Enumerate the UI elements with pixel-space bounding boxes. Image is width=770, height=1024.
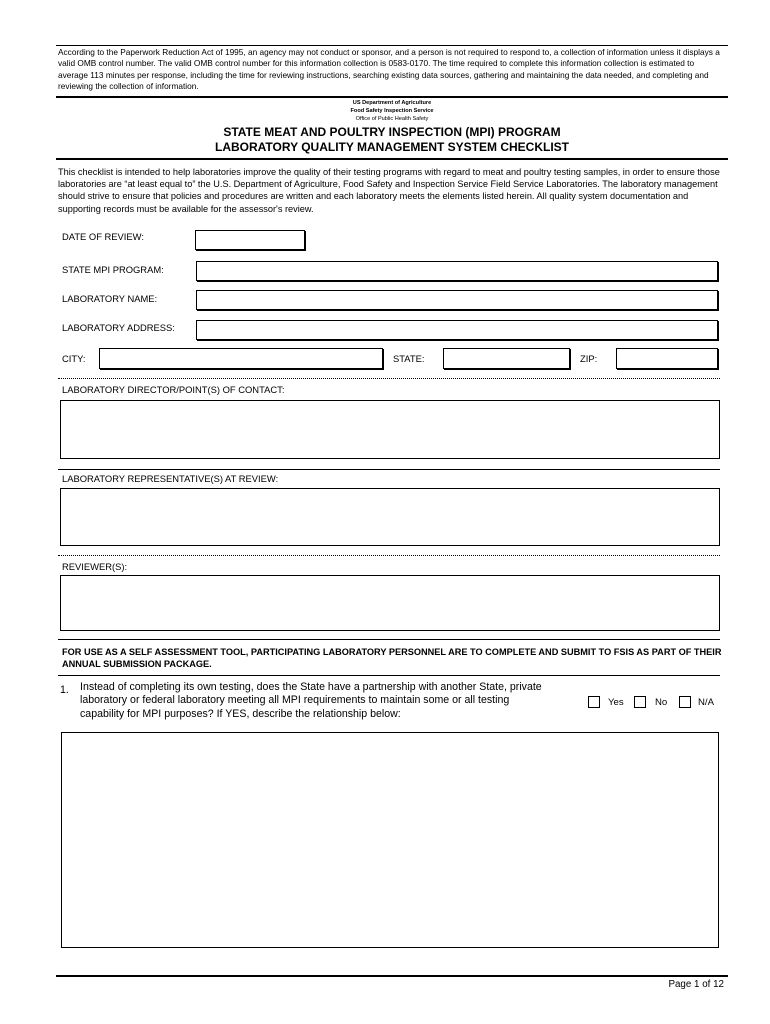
date-of-review-label: DATE OF REVIEW: [62, 231, 144, 242]
top-rule [56, 45, 728, 46]
director-divider [58, 378, 720, 379]
laboratory-address-field[interactable] [196, 320, 718, 340]
form-title-line1: STATE MEAT AND POULTRY INSPECTION (MPI) PROGRAM [223, 125, 561, 139]
self-assessment-note: FOR USE AS A SELF ASSESSMENT TOOL, PARTICIPATING LABORATORY PERSONNEL ARE TO COMPLETE AND SUBMIT TO FSIS AS PART OF THEIR ANNUAL SUBMISSION PACKAGE. [62, 647, 722, 670]
director-field[interactable] [60, 400, 720, 459]
no-option-label: No [655, 697, 668, 708]
note-divider [58, 639, 720, 640]
agency-service: Food Safety Inspection Service [350, 108, 434, 114]
form-title-line2: LABORATORY QUALITY MANAGEMENT SYSTEM CHECKLIST [214, 140, 569, 154]
na-option-label: N/A [698, 697, 714, 708]
page-number: Page 1 of 12 [668, 979, 724, 990]
reviewers-label: REVIEWER(S): [62, 561, 128, 572]
question-1-answer-field[interactable] [61, 732, 719, 948]
representatives-field[interactable] [60, 488, 720, 546]
reviewers-divider [58, 555, 720, 556]
paperwork-notice: According to the Paperwork Reduction Act of 1995, an agency may not conduct or sponsor, and a person is not required to respond to, a collection of information unless it displays a valid OMB control number. The valid OMB control number for this information collection is 0583-0170. The time required to complete this information collection is estimated to average 113 minutes per response, including the time for reviewing instructions, searching existing data sources, gathering and maintaining the data needed, and completing and reviewing the collection of information. [58, 47, 720, 91]
zip-label: ZIP: [580, 353, 598, 364]
footer-rule [56, 975, 728, 977]
laboratory-name-field[interactable] [196, 290, 718, 310]
city-label: CITY: [62, 353, 86, 364]
state-label: STATE: [393, 353, 425, 364]
title-divider [56, 158, 728, 160]
notice-divider [56, 96, 728, 98]
reviewers-field[interactable] [60, 575, 720, 631]
zip-field[interactable] [616, 348, 718, 369]
state-mpi-program-field[interactable] [196, 261, 718, 281]
yes-checkbox[interactable] [588, 696, 600, 708]
representatives-label: LABORATORY REPRESENTATIVE(S) AT REVIEW: [62, 473, 279, 484]
laboratory-address-label: LABORATORY ADDRESS: [62, 322, 175, 333]
no-checkbox[interactable] [634, 696, 646, 708]
director-label: LABORATORY DIRECTOR/POINT(S) OF CONTACT: [62, 384, 285, 395]
agency-office: Office of Public Health Safety [355, 116, 429, 122]
laboratory-name-label: LABORATORY NAME: [62, 293, 158, 304]
question-1-number: 1. [60, 684, 69, 696]
question-1-text: Instead of completing its own testing, does the State have a partnership with another State, private laboratory or federal laboratory meeting all MPI requirements to maintain some or all testing capability for MPI purposes? If YES, describe the relationship below: [80, 681, 542, 720]
intro-paragraph: This checklist is intended to help laboratories improve the quality of their testing programs with regard to meat and poultry testing samples, in order to ensure those laboratories are “at least equal to” the U.S. Department of Agriculture, Food Safety and Inspection Service Field Service Laboratories. The laboratory management should strive to ensure that policies and procedures are written and each laboratory meets the elements listed herein. All quality system documentation and supporting records must be available for the assessor's review. [58, 167, 720, 214]
question-divider [58, 675, 720, 676]
date-of-review-field[interactable] [195, 230, 305, 250]
na-checkbox[interactable] [679, 696, 691, 708]
state-mpi-program-label: STATE MPI PROGRAM: [62, 264, 164, 275]
state-field[interactable] [443, 348, 570, 369]
city-field[interactable] [99, 348, 383, 369]
agency-department: US Department of Agriculture [352, 100, 432, 106]
yes-option-label: Yes [608, 697, 624, 708]
representatives-divider [58, 469, 720, 470]
